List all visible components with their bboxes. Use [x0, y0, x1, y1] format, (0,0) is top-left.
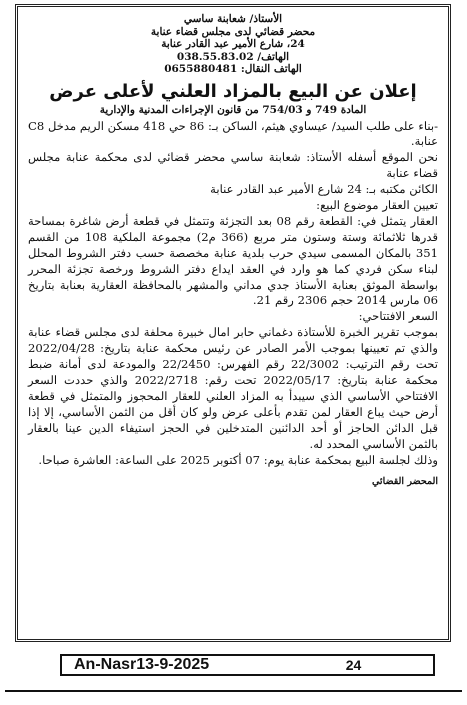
footer-page-number: 24 [345, 657, 362, 673]
law-reference: المادة 749 و 754/03 من قانون الإجراءات المدنية والإدارية [99, 103, 367, 116]
footer-source: An-Nasr13-9-2025 [74, 656, 210, 673]
bailiff-paragraph: نحن الموقع أسفله الأستاذ: شعابنة ساسي محضر قضائي لدى محكمة عنابة مجلس قضاء عنابة [28, 150, 438, 181]
bailiff-phone: الهاتف/ 038.55.83.02 [176, 50, 290, 63]
announcement-frame [15, 4, 451, 642]
bailiff-role: محضر قضائي لدى مجلس قضاء عنابة [150, 25, 316, 38]
property-paragraph: العقار يتمثل في: القطعة رقم 08 بعد التجزئة وتتمثل في قطعة أرض شاغرة بمساحة قدرها ثلاثمائة وستة وستون متر مربع (366 م2) مجموعة الملكية 108 من القسم 351 بالمكان المسمى سيدي حرب بلدية عنابة مخصصة حسب دفتر الشروط المحلل لبناء سكن فردي كما هو وارد في العقد ايداع دفتر الشروط ورخصة تجزئة المحرر بواسطة الموثق بعنابة الأستاذ جدي مداني والمشهر بالمحافظة العقارية بعنابة بتاريخ 06 مارس 2014 حجم 2306 رقم 21. [28, 213, 438, 308]
page-footer [60, 654, 435, 676]
signature: المحضر القضائي [372, 476, 438, 488]
announcement-body [28, 119, 438, 469]
requester-paragraph: -بناء على طلب السيد/ عيساوي هيثم، الساكن بـ: 86 حي 418 مسكن الريم مدخل C8 عنابة. [28, 118, 439, 149]
bailiff-name: الأستاذ/ شعابنة ساسي [183, 13, 283, 25]
price-paragraph: بموجب تقرير الخبرة للأستاذة دغماني حابر امال خبيرة محلفة لدى مجلس قضاء عنابة والذي تم تعيينها بموجب الأمر الصادر عن رئيس محكمة عنابة بتاريخ: 2022/04/28 تحت رقم الترتيب: 22/3002 رقم الفهرس: 22/2450 والمودعة لدى أمانة ضبط محكمة عنابة بتاريخ: 2022/05/17 تحت رقم: 2022/2718 والذي حددت السعر الافتتاحي الأساسي الذي سيبدأ به المزاد العلني للعقار المحجوز والمتمثل في قطعة أرض حيث يباع العقار لمن تقدم بأعلى عرض ولو كان أقل من الثمن الأساسي، إلا إذا قبل الدائن الحاجز أو أحد الدائنين المتدخلين في الحجز استيفاء الدين عينا بالعقار بالثمن الأساسي المحدد له. [28, 325, 438, 451]
price-heading: السعر الافتتاحي: [358, 309, 438, 324]
session-paragraph: وذلك لجلسة البيع بمحكمة عنابة يوم: 07 أكتوبر 2025 على الساعة: العاشرة صباحا. [38, 452, 438, 467]
bottom-divider [5, 690, 462, 692]
property-heading: تعيين العقار موضوع البيع: [316, 198, 438, 213]
office-paragraph: الكائن مكتبه بـ: 24 شارع الأمير عبد القادر عنابة [210, 182, 438, 197]
announcement-title: إعلان عن البيع بالمزاد العلني لأعلى عرض [49, 80, 417, 102]
bailiff-header [28, 13, 438, 76]
bailiff-address: 24، شارع الأمير عبد القادر عنابة [161, 38, 305, 50]
bailiff-mobile: الهاتف النقال: 0655880481 [164, 63, 302, 75]
